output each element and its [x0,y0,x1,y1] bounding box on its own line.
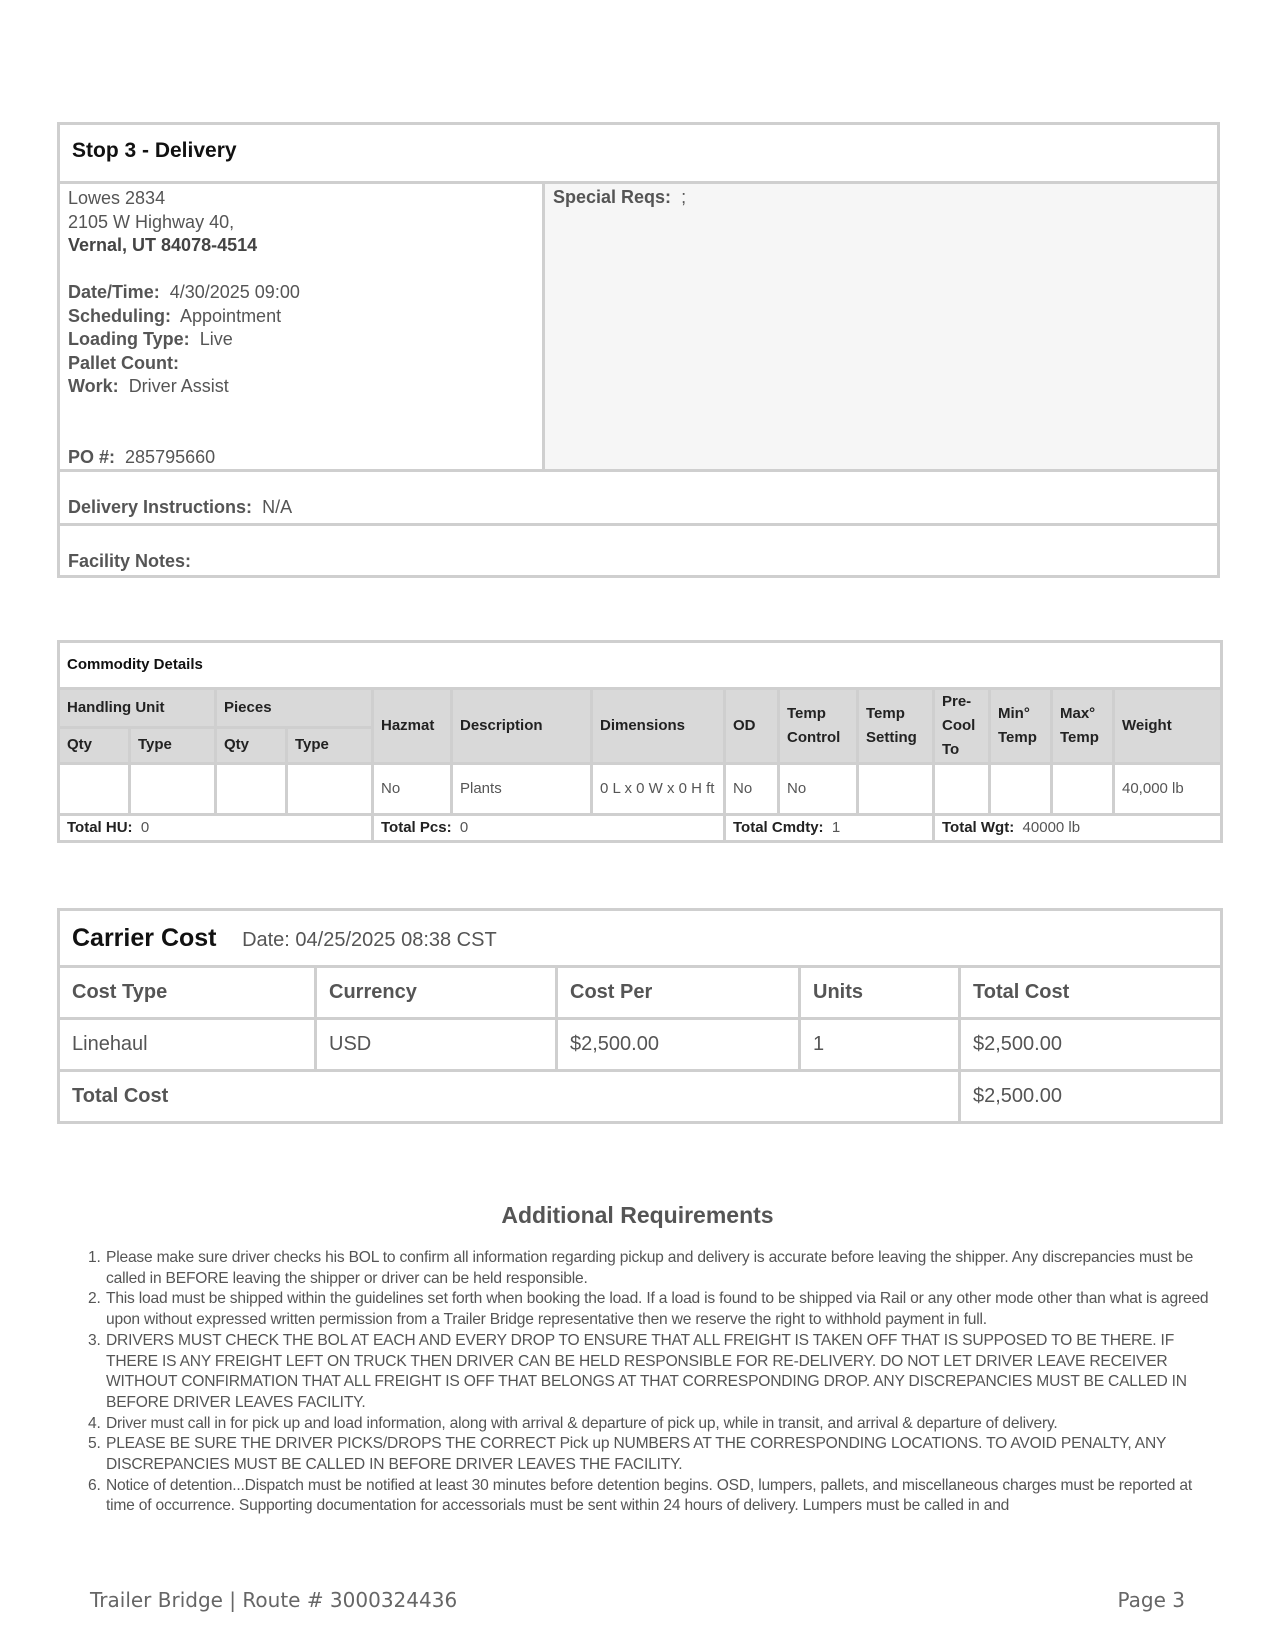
commodity-section [57,640,1220,843]
cell-hu-qty [59,764,130,815]
total-pcs: Total Pcs: 0 [373,815,725,842]
col-cost-per: Cost Per [557,967,800,1019]
stop-loading-type: Loading Type: Live [68,329,233,349]
list-item: 3. DRIVERS MUST CHECK THE BOL AT EACH AND EVERY DROP TO ENSURE THAT ALL FREIGHT IS TAKEN OFF THAT IS SUPPOSED TO BE THERE. IF THERE IS ANY FREIGHT LEFT ON TRUCK THEN DRIVER CAN BE HELD RESPONSIBLE FOR RE-DELIVERY. DO NOT LET DRIVER LEAVE RECEIVER WITHOUT CONFIRMATION THAT ALL FREIGHT IS OFF THAT BELONGS AT THAT CORRESPONDING DROP. ANY DISCREPANCIES MUST BE CALLED IN BEFORE DRIVER LEAVES FACILITY. [88,1331,1187,1411]
list-item: 2. This load must be shipped within the guidelines set forth when booking the load. If a load is found to be shipped via Rail or any other mode other than what is agreed upon without expressed written permission from a Trailer Bridge representative then we reserve the right to withhold payment in full. [88,1290,1209,1329]
col-hu-qty: Qty [59,727,130,764]
col-max-temp: Max° Temp [1052,689,1114,764]
col-dimensions: Dimensions [592,689,725,764]
carrier-cost-header [59,910,1222,967]
footer-page-number: Page 3 [1117,1588,1185,1612]
divider [60,469,1217,472]
cell-hazmat: No [373,764,452,815]
cell-currency: USD [316,1019,557,1071]
cell-max-temp [1052,764,1114,815]
special-reqs: Special Reqs: ; [553,187,687,207]
facility-notes: Facility Notes: [68,551,192,571]
col-temp-setting: Temp Setting [858,689,934,764]
cell-cost-per: $2,500.00 [557,1019,800,1071]
table-row [59,764,1222,815]
carrier-cost-section [57,908,1220,1124]
additional-requirements-list [88,1248,1216,1517]
total-row [59,1071,1222,1123]
total-cmdty: Total Cmdty: 1 [725,815,934,842]
col-currency: Currency [316,967,557,1019]
carrier-cost-date: Date: 04/25/2025 08:38 CST [242,928,497,951]
total-wgt: Total Wgt: 40000 lb [934,815,1222,842]
col-units: Units [800,967,960,1019]
list-item: 1. Please make sure driver checks his BOL to confirm all information regarding pickup and delivery is accurate before leaving the shipper. Any discrepancies must be called in BEFORE leaving the shipper or driver can be held responsible. [88,1249,1194,1287]
col-hu-type: Type [130,727,216,764]
stop-name: Lowes 2834 [68,188,166,208]
stop-pallet-count: Pallet Count: [68,352,179,373]
commodity-table [57,640,1223,843]
footer-route: Trailer Bridge | Route # 3000324436 [90,1588,458,1612]
stop-address-block [68,187,538,469]
cell-od: No [725,764,779,815]
col-weight: Weight [1114,689,1222,764]
col-pc-qty: Qty [216,727,287,764]
table-row [59,1019,1222,1071]
list-item: 6. Notice of detention...Dispatch must be notified at least 30 minutes before detention begins. OSD, lumpers, pallets, and miscellaneous charges must be reported at time of occurrence. Supporting documentation for accessorials must be sent within 24 hours of delivery. Lumpers must be called in and [88,1476,1192,1515]
total-cost-label: Total Cost [59,1071,960,1123]
cell-pc-qty [216,764,287,815]
cell-cost-type: Linehaul [59,1019,316,1071]
col-cost-type: Cost Type [59,967,316,1019]
cell-weight: 40,000 lb [1114,764,1222,815]
col-temp-control: Temp Control [779,689,858,764]
special-reqs-panel [545,184,1217,469]
carrier-cost-table [57,908,1223,1124]
cell-units: 1 [800,1019,960,1071]
stop-city-state-zip: Vernal, UT 84078-4514 [68,235,258,255]
col-pieces: Pieces [216,689,373,728]
cell-total-cost: $2,500.00 [960,1019,1222,1071]
stop-title: Stop 3 - Delivery [72,139,237,162]
cell-dimensions: 0 L x 0 W x 0 H ft [592,764,725,815]
cell-hu-type [130,764,216,815]
totals-row [59,815,1222,842]
col-precool: Pre-Cool To [934,689,990,764]
cell-min-temp [990,764,1052,815]
stop-datetime: Date/Time: 4/30/2025 09:00 [68,282,300,302]
carrier-cost-title: Carrier Cost [72,923,217,952]
cell-precool [934,764,990,815]
list-item: 4. Driver must call in for pick up and load information, along with arrival & departure of pick up, while in transit, and arrival & departure of delivery. [88,1414,1058,1432]
col-total-cost: Total Cost [960,967,1222,1019]
col-hazmat: Hazmat [373,689,452,764]
stop-po-number: PO #: 285795660 [68,446,216,467]
divider [60,523,1217,526]
total-hu: Total HU: 0 [59,815,373,842]
commodity-title: Commodity Details [59,642,1222,689]
stop-scheduling: Scheduling: Appointment [68,305,282,326]
list-item: 5. PLEASE BE SURE THE DRIVER PICKS/DROPS THE CORRECT Pick up NUMBERS AT THE CORRESPONDING LOCATIONS. TO AVOID PENALTY, ANY DISCREPANCIES MUST BE CALLED IN BEFORE DRIVER LEAVES THE FACILITY. [88,1435,1166,1474]
stop-address-line: 2105 W Highway 40, [68,211,235,232]
stop-section [57,122,1220,578]
cell-description: Plants [452,764,592,815]
cell-pc-type [287,764,373,815]
col-min-temp: Min° Temp [990,689,1052,764]
additional-requirements-title: Additional Requirements [501,1202,774,1228]
stop-work: Work: Driver Assist [68,376,229,396]
cell-temp-control: No [779,764,858,815]
col-pc-type: Type [287,727,373,764]
total-cost-value: $2,500.00 [960,1071,1222,1123]
delivery-instructions: Delivery Instructions: N/A [68,497,293,517]
cell-temp-setting [858,764,934,815]
col-od: OD [725,689,779,764]
col-handling-unit: Handling Unit [59,689,216,728]
col-description: Description [452,689,592,764]
